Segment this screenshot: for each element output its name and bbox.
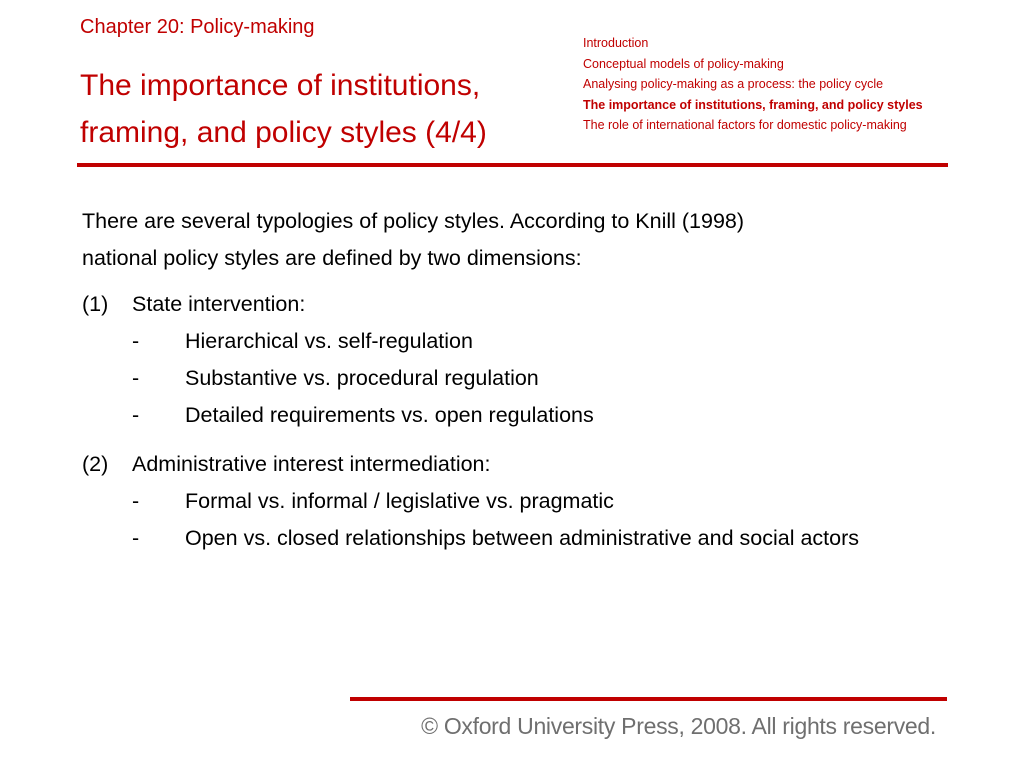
bullet-dash: - (132, 329, 140, 353)
intro-line-2: national policy styles are defined by two dimensions: (82, 246, 582, 270)
nav-item-international-factors[interactable]: The role of international factors for domestic policy-making (583, 118, 907, 132)
section-heading (82, 446, 942, 483)
footer-divider (350, 697, 947, 701)
section-number: (2) (82, 452, 109, 476)
list-item (82, 483, 942, 520)
list-item (82, 520, 942, 557)
section-navigation (583, 33, 923, 136)
nav-item-policy-cycle[interactable]: Analysing policy-making as a process: the policy cycle (583, 77, 884, 91)
slide-body (82, 203, 942, 569)
section-state-intervention (82, 286, 942, 434)
list-item (82, 397, 942, 434)
nav-item-institutions-framing-styles[interactable]: The importance of institutions, framing, and policy styles (583, 97, 923, 112)
nav-item-introduction[interactable]: Introduction (583, 36, 649, 50)
bullet-dash: - (132, 526, 140, 550)
bullet-text: Formal vs. informal / legislative vs. pragmatic (185, 489, 614, 513)
section-number: (1) (82, 292, 109, 316)
section-interest-intermediation (82, 446, 942, 557)
list-item (82, 360, 942, 397)
bullet-text: Open vs. closed relationships between administrative and social actors (185, 526, 860, 550)
bullet-text: Detailed requirements vs. open regulations (185, 403, 594, 427)
bullet-dash: - (132, 366, 140, 390)
intro-line-1: There are several typologies of policy styles. According to Knill (1998) (82, 209, 745, 233)
list-item (82, 323, 942, 360)
bullet-dash: - (132, 403, 140, 427)
chapter-label: Chapter 20: Policy-making (80, 16, 315, 38)
copyright-notice: © Oxford University Press, 2008. All rights reserved. (421, 713, 936, 739)
bullet-dash: - (132, 489, 140, 513)
bullet-text: Substantive vs. procedural regulation (185, 366, 539, 390)
slide-title-line-2: framing, and policy styles (4/4) (80, 116, 487, 149)
section-heading-text: Administrative interest intermediation: (132, 452, 491, 476)
section-heading (82, 286, 942, 323)
slide-title-line-1: The importance of institutions, (80, 69, 481, 102)
intro-paragraph (82, 203, 942, 277)
section-heading-text: State intervention: (132, 292, 306, 316)
nav-item-conceptual-models[interactable]: Conceptual models of policy-making (583, 56, 784, 71)
slide-title (80, 62, 570, 156)
header-divider (77, 163, 948, 167)
bullet-text: Hierarchical vs. self-regulation (185, 329, 473, 353)
